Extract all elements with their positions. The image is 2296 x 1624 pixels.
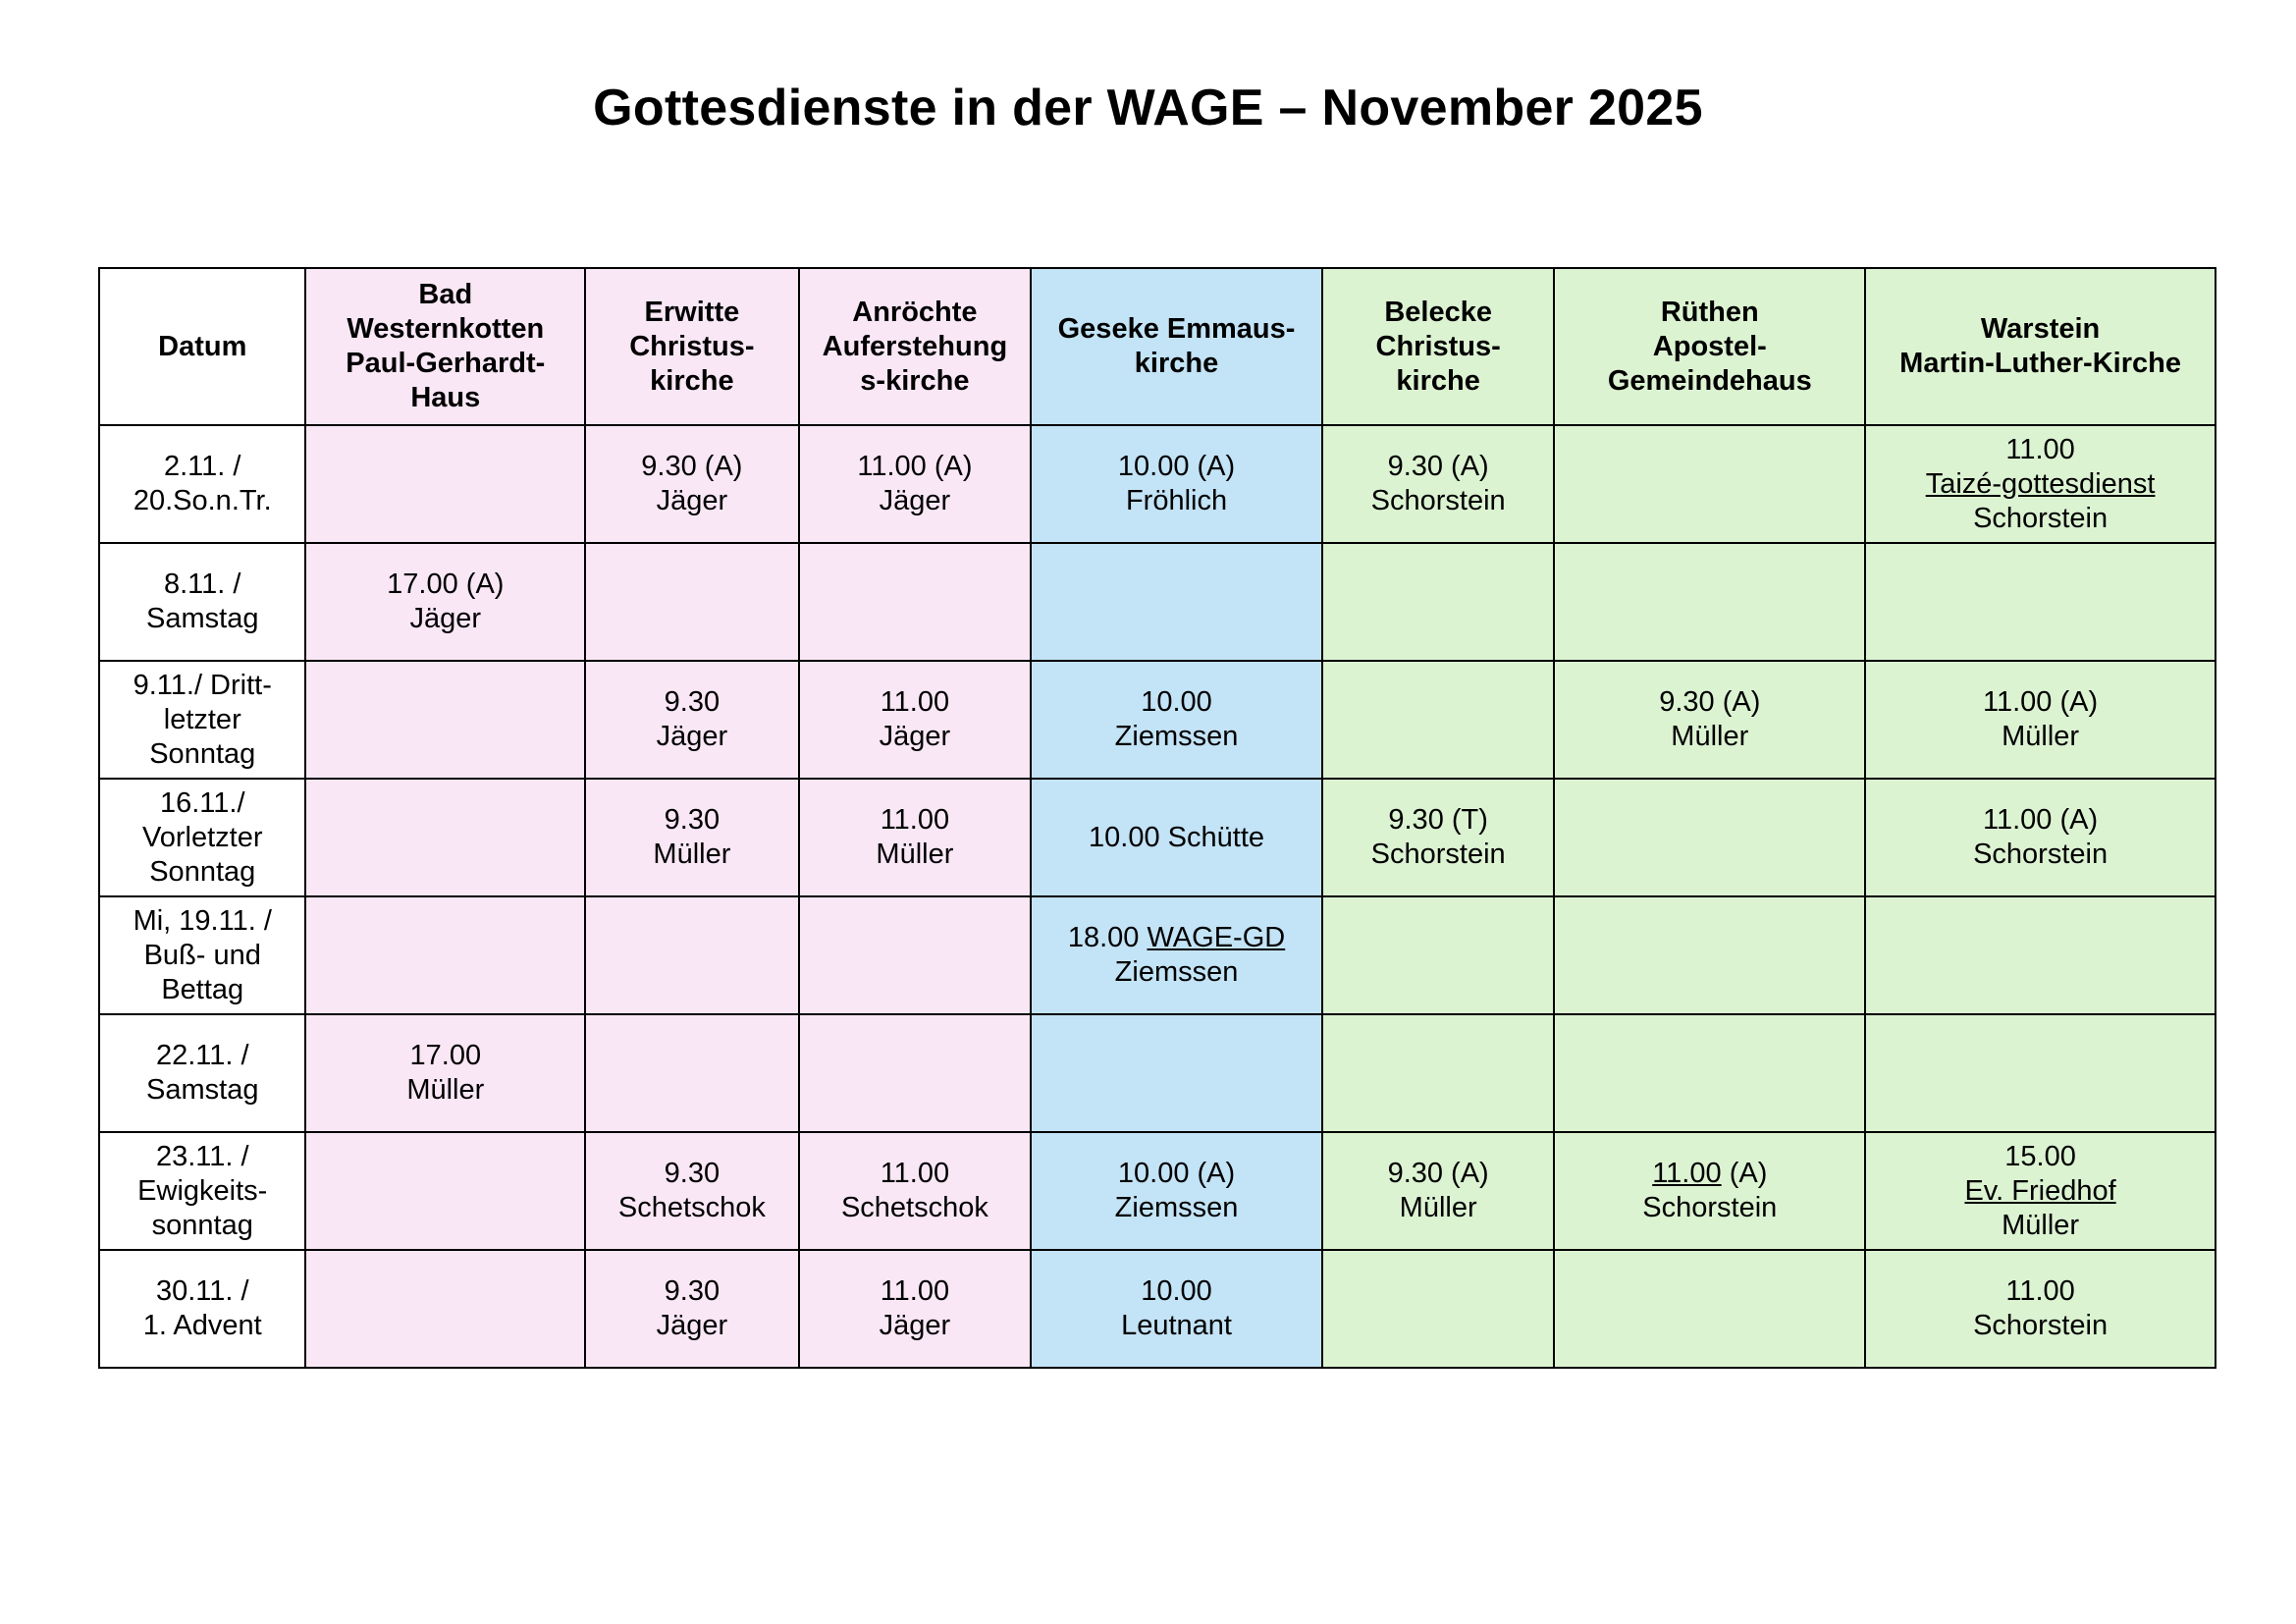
cell-anroechte: 11.00 (A) Jäger: [799, 425, 1032, 543]
cell-ruethen: 11.00 (A) Schorstein: [1554, 1132, 1865, 1250]
cell-belecke: 9.30 (T) Schorstein: [1322, 779, 1555, 896]
cell-belecke: 9.30 (A) Müller: [1322, 1132, 1555, 1250]
cell-bad-westernkotten: [305, 1250, 585, 1368]
header-anroechte: Anröchte Auferstehung s-kirche: [799, 268, 1032, 425]
cell-ruethen: [1554, 425, 1865, 543]
table-row: [99, 1132, 2216, 1250]
cell-ruethen: [1554, 1250, 1865, 1368]
cell-anroechte: [799, 543, 1032, 661]
cell-belecke: 9.30 (A) Schorstein: [1322, 425, 1555, 543]
header-bad-westernkotten: Bad Westernkotten Paul-Gerhardt- Haus: [305, 268, 585, 425]
cell-anroechte: 11.00 Jäger: [799, 1250, 1032, 1368]
cell-bad-westernkotten: [305, 896, 585, 1014]
cell-erwitte: 9.30 (A) Jäger: [585, 425, 799, 543]
cell-date: 2.11. / 20.So.n.Tr.: [99, 425, 305, 543]
header-row: [99, 268, 2216, 425]
cell-bad-westernkotten: [305, 1132, 585, 1250]
table-row: [99, 896, 2216, 1014]
cell-date: 8.11. / Samstag: [99, 543, 305, 661]
cell-geseke: [1031, 543, 1322, 661]
cell-date: 22.11. / Samstag: [99, 1014, 305, 1132]
event-name: Taizé-gottesdienst: [1925, 467, 2156, 500]
event-name: WAGE-GD: [1147, 922, 1286, 953]
cell-erwitte: [585, 543, 799, 661]
cell-erwitte: 9.30 Müller: [585, 779, 799, 896]
cell-ruethen: [1554, 896, 1865, 1014]
cell-erwitte: 9.30 Jäger: [585, 1250, 799, 1368]
table-row: [99, 779, 2216, 896]
cell-anroechte: 11.00 Müller: [799, 779, 1032, 896]
cell-geseke: 10.00 (A) Ziemssen: [1031, 1132, 1322, 1250]
cell-anroechte: 11.00 Jäger: [799, 661, 1032, 779]
cell-ruethen: [1554, 1014, 1865, 1132]
cell-date: 23.11. / Ewigkeits- sonntag: [99, 1132, 305, 1250]
cell-anroechte: [799, 896, 1032, 1014]
event-location: Ev. Friedhof: [1964, 1174, 2116, 1207]
cell-belecke: [1322, 661, 1555, 779]
header-warstein: Warstein Martin-Luther-Kirche: [1865, 268, 2216, 425]
cell-bad-westernkotten: [305, 425, 585, 543]
cell-warstein: 15.00 Ev. Friedhof Müller: [1865, 1132, 2216, 1250]
cell-ruethen: [1554, 779, 1865, 896]
cell-warstein: 11.00 (A) Schorstein: [1865, 779, 2216, 896]
cell-belecke: [1322, 1250, 1555, 1368]
cell-geseke: 10.00 (A) Fröhlich: [1031, 425, 1322, 543]
header-geseke: Geseke Emmaus- kirche: [1031, 268, 1322, 425]
header-ruethen: Rüthen Apostel- Gemeindehaus: [1554, 268, 1865, 425]
table-row: [99, 543, 2216, 661]
cell-erwitte: 9.30 Jäger: [585, 661, 799, 779]
cell-warstein: 11.00 Schorstein: [1865, 1250, 2216, 1368]
page-title: Gottesdienste in der WAGE – November 2025: [593, 80, 1703, 136]
cell-date: 9.11./ Dritt- letzter Sonntag: [99, 661, 305, 779]
cell-date: 30.11. / 1. Advent: [99, 1250, 305, 1368]
cell-erwitte: [585, 896, 799, 1014]
service-schedule-table: [98, 267, 2216, 1369]
cell-warstein: [1865, 896, 2216, 1014]
cell-ruethen: [1554, 543, 1865, 661]
cell-bad-westernkotten: 17.00 Müller: [305, 1014, 585, 1132]
table-row: [99, 1014, 2216, 1132]
cell-bad-westernkotten: [305, 661, 585, 779]
header-datum: Datum: [99, 268, 305, 425]
cell-belecke: [1322, 1014, 1555, 1132]
cell-date: Mi, 19.11. / Buß- und Bettag: [99, 896, 305, 1014]
cell-belecke: [1322, 896, 1555, 1014]
cell-anroechte: 11.00 Schetschok: [799, 1132, 1032, 1250]
header-belecke: Belecke Christus- kirche: [1322, 268, 1555, 425]
cell-date: 16.11./ Vorletzter Sonntag: [99, 779, 305, 896]
cell-bad-westernkotten: 17.00 (A) Jäger: [305, 543, 585, 661]
cell-geseke: 10.00 Schütte: [1031, 779, 1322, 896]
table-row: [99, 425, 2216, 543]
cell-erwitte: 9.30 Schetschok: [585, 1132, 799, 1250]
cell-erwitte: [585, 1014, 799, 1132]
cell-belecke: [1322, 543, 1555, 661]
cell-geseke: 10.00 Ziemssen: [1031, 661, 1322, 779]
cell-geseke: 18.00 WAGE-GD Ziemssen: [1031, 896, 1322, 1014]
cell-warstein: [1865, 543, 2216, 661]
table-row: [99, 1250, 2216, 1368]
cell-warstein: [1865, 1014, 2216, 1132]
cell-warstein: 11.00 Taizé-gottesdienst Schorstein: [1865, 425, 2216, 543]
table-row: [99, 661, 2216, 779]
cell-ruethen: 9.30 (A) Müller: [1554, 661, 1865, 779]
cell-anroechte: [799, 1014, 1032, 1132]
header-erwitte: Erwitte Christus- kirche: [585, 268, 799, 425]
cell-geseke: [1031, 1014, 1322, 1132]
cell-warstein: 11.00 (A) Müller: [1865, 661, 2216, 779]
cell-geseke: 10.00 Leutnant: [1031, 1250, 1322, 1368]
cell-bad-westernkotten: [305, 779, 585, 896]
